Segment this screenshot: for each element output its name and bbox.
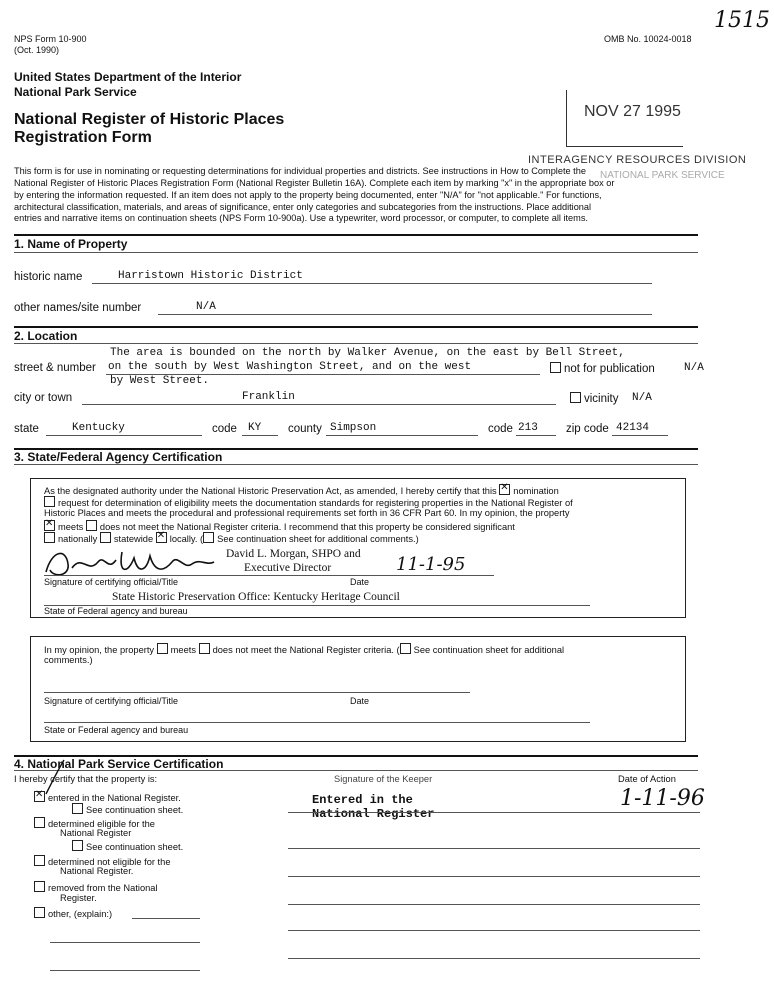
keeper-line (288, 848, 700, 849)
field-underline (242, 435, 278, 436)
not-for-publication[interactable] (550, 362, 655, 375)
zip-field[interactable]: 42134 (616, 422, 650, 434)
vicinity-value: N/A (632, 392, 652, 404)
other-names-field[interactable]: N/A (196, 301, 216, 313)
action-date-value: 1-11-96 (620, 786, 705, 811)
entered-stamp-line-2: National Register (312, 807, 435, 821)
instructions-line: National Register of Historic Places Registration Form (National Register Bulletin 16A). Complete each item by marking "x" in the appropriate box or (14, 178, 615, 188)
statewide-checkbox[interactable] (100, 532, 111, 543)
signature-label: Signature of certifying official/Title (44, 577, 179, 587)
checkbox[interactable] (72, 803, 83, 814)
other-line (132, 918, 200, 919)
not-eligible-checkbox[interactable] (34, 855, 45, 866)
divider (14, 464, 698, 465)
agency-value: State Historic Preservation Office: Kentucky Heritage Council (112, 591, 400, 603)
field-underline (326, 435, 478, 436)
keeper-line (288, 930, 700, 931)
page-title: National Register of Historic Places (14, 111, 285, 128)
opinion-continuation-checkbox[interactable] (400, 643, 411, 654)
divider (14, 770, 698, 771)
state-code-field[interactable]: KY (248, 422, 262, 434)
county-code-field[interactable]: 213 (518, 422, 538, 434)
not-for-publication-value: N/A (684, 362, 704, 374)
eligible-option[interactable]: determined eligible for the (34, 817, 155, 829)
instructions-line: entries and narrative items on continuation sheets (NPS Form 10-900a). Use a typewriter, word processor, or computer, to complete all items. (14, 213, 588, 223)
form-date: (Oct. 1990) (14, 45, 60, 55)
opinion-not-meet-checkbox[interactable] (199, 643, 210, 654)
signer-title: Executive Director (244, 562, 332, 574)
agency-label: State of Federal agency and bureau (44, 606, 188, 616)
eligible-checkbox[interactable] (34, 817, 45, 828)
section1-title: 1. Name of Property (14, 237, 128, 251)
other-names-label: other names/site number (14, 302, 142, 314)
field-underline (516, 435, 556, 436)
signature-line (44, 692, 470, 693)
vicinity-label: vicinity (584, 393, 619, 405)
city-field[interactable]: Franklin (242, 391, 295, 403)
certify-label: I hereby certify that the property is: (14, 774, 158, 784)
stamp-division: INTERAGENCY RESOURCES DIVISION (528, 154, 747, 166)
field-underline (92, 283, 652, 284)
entered-option[interactable]: ✕entered in the National Register. (34, 791, 181, 803)
locally-checkbox[interactable] (156, 532, 167, 543)
removed-option-line2: Register. (60, 893, 97, 903)
section2-title: 2. Location (14, 329, 78, 343)
street-line-3[interactable]: by West Street. (110, 375, 210, 387)
signature2-label: Signature of certifying official/Title (44, 696, 179, 706)
county-label: county (288, 423, 322, 435)
historic-name-field[interactable]: Harristown Historic District (118, 270, 303, 282)
state-field[interactable]: Kentucky (72, 422, 125, 434)
instructions-line: architectural classification, materials, and areas of significance, enter only categories and subcategories from the instructions. Place additional (14, 202, 592, 212)
field-underline (612, 435, 668, 436)
not-eligible-option-line2: National Register. (60, 866, 134, 876)
meets-checkbox[interactable] (44, 520, 55, 531)
omb-number: OMB No. 10024-0018 (604, 34, 692, 44)
street-line-2[interactable]: on the south by West Washington Street, and on the west (108, 361, 472, 373)
eligible-option-line2: National Register (60, 828, 132, 838)
keeper-label: Signature of the Keeper (334, 774, 433, 784)
action-date-label: Date of Action (618, 774, 676, 784)
stamp-date: NOV 27 1995 (584, 103, 681, 120)
eligible-continuation[interactable]: See continuation sheet. (72, 840, 183, 852)
agency2-label: State or Federal agency and bureau (44, 725, 189, 735)
other-checkbox[interactable] (34, 907, 45, 918)
state-code-label: code (212, 423, 237, 435)
agency-line (44, 722, 590, 723)
divider (14, 234, 698, 236)
date-label: Date (350, 577, 370, 587)
street-line-1[interactable]: The area is bounded on the north by Walker Avenue, on the east by Bell Street, (110, 347, 625, 359)
zip-label: zip code (566, 423, 609, 435)
field-underline (46, 435, 202, 436)
stamp-service: NATIONAL PARK SERVICE (600, 170, 725, 181)
not-for-publication-label: not for publication (564, 363, 655, 375)
signature-line (44, 575, 494, 576)
entered-stamp-line-1: Entered in the (312, 793, 413, 807)
county-code-label: code (488, 423, 513, 435)
agency: National Park Service (14, 85, 137, 99)
entered-continuation[interactable]: See continuation sheet. (72, 803, 183, 815)
removed-checkbox[interactable] (34, 881, 45, 892)
page-subtitle: Registration Form (14, 129, 152, 146)
keeper-line (288, 876, 700, 877)
nationally-checkbox[interactable] (44, 532, 55, 543)
cert-line-1: As the designated authority under the National Historic Preservation Act, as amended, I hereby certify that this ✕ nomination (44, 484, 559, 496)
cert-line-3: Historic Places and meets the procedural and professional requirements set forth in 36 CFR Part 60. In my opinion, the property (44, 508, 570, 518)
instructions-line: This form is for use in nominating or requesting determinations for individual properties and districts. See instructions in How to Complete the (14, 166, 586, 176)
state-label: state (14, 423, 39, 435)
certification-date: 11-1-95 (396, 554, 466, 575)
cert-line-4: ✕meets does not meet the National Register criteria. I recommend that this property be considered significant (44, 520, 515, 532)
not-eligible-option[interactable]: determined not eligible for the (34, 855, 171, 867)
county-field[interactable]: Simpson (330, 422, 377, 434)
checkbox[interactable] (570, 392, 581, 403)
opinion-line-1: In my opinion, the property meets does not meet the National Register criteria. ( See continuation sheet for additional (44, 645, 565, 655)
keeper-line (288, 958, 700, 959)
divider (14, 343, 698, 344)
street-label: street & number (14, 362, 96, 374)
section4-title: 4. National Park Service Certification (14, 757, 224, 771)
other-line (50, 942, 200, 943)
other-option[interactable]: other, (explain:) (34, 907, 112, 919)
field-underline (158, 314, 652, 315)
department: United States Department of the Interior (14, 70, 242, 84)
request-checkbox[interactable] (44, 496, 55, 507)
signer-name: David L. Morgan, SHPO and (226, 548, 361, 560)
other-line (50, 970, 200, 971)
divider (14, 252, 698, 253)
opinion-comments: comments.) (44, 655, 93, 665)
keeper-line (288, 812, 700, 813)
removed-option[interactable]: removed from the National (34, 881, 158, 893)
instructions-line: by entering the information requested. If an item does not apply to the property being documented, enter "N/A" for "not applicable." For functions, (14, 190, 602, 200)
divider (14, 326, 698, 328)
cert-line-2: request for determination of eligibility meets the documentation standards for registering properties in the National Register of (44, 496, 573, 508)
vicinity[interactable] (570, 392, 619, 405)
section3-title: 3. State/Federal Agency Certification (14, 450, 223, 464)
keeper-line (288, 904, 700, 905)
historic-name-label: historic name (14, 271, 83, 283)
corner-number: 1515 (714, 8, 770, 33)
date2-label: Date (350, 696, 370, 706)
nomination-checkbox[interactable] (499, 484, 510, 495)
checkbox[interactable] (550, 362, 561, 373)
continuation-checkbox[interactable] (203, 532, 214, 543)
cert-line-5: nationally statewide ✕ locally. ( See continuation sheet for additional comments.) (44, 532, 419, 544)
checkbox[interactable] (72, 840, 83, 851)
opinion-meets-checkbox[interactable] (157, 643, 168, 654)
form-number: NPS Form 10-900 (14, 34, 87, 44)
field-underline (82, 404, 556, 405)
entered-checkbox[interactable] (34, 791, 45, 802)
does-not-meet-checkbox[interactable] (86, 520, 97, 531)
city-label: city or town (14, 392, 73, 404)
